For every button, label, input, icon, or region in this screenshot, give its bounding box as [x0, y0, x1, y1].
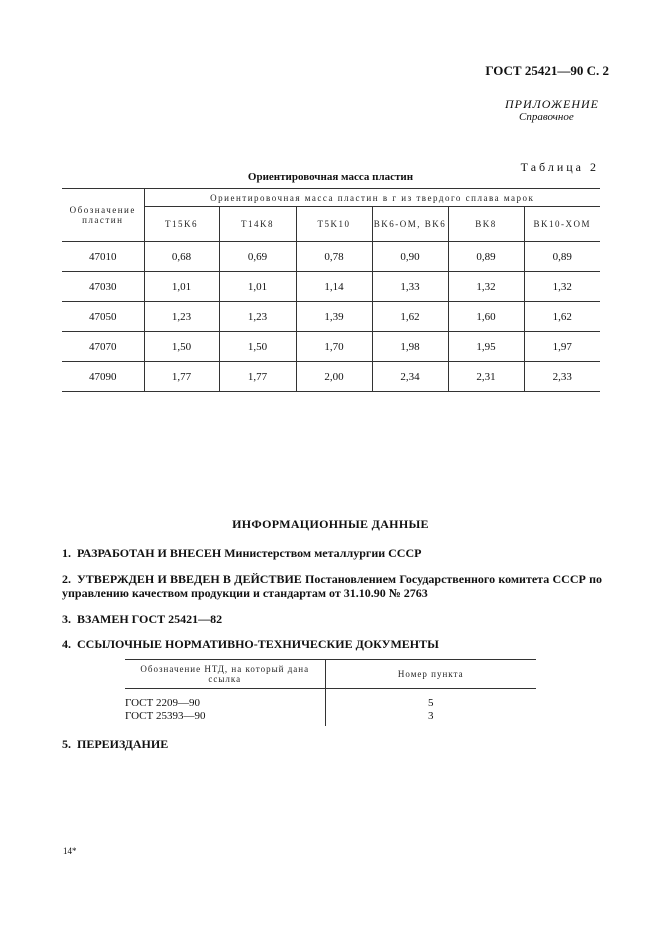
row-id: 47070: [62, 332, 144, 362]
cell-value: 0,89: [524, 242, 600, 272]
item-text: ВЗАМЕН ГОСТ 25421—82: [77, 612, 223, 626]
cell-value: 1,01: [219, 272, 296, 302]
ref-doc: ГОСТ 2209—90: [125, 697, 200, 709]
table-row: [62, 242, 600, 272]
col-header: T14K8: [219, 207, 296, 242]
table-label: Таблица 2: [520, 160, 599, 174]
info-item: [62, 737, 168, 752]
cell-value: 0,69: [219, 242, 296, 272]
item-number: 1.: [62, 546, 71, 560]
ref-clause: 3: [325, 710, 536, 726]
table-row: [62, 272, 600, 302]
item-text: УТВЕРЖДЕН И ВВЕДЕН В ДЕЙСТВИЕ Постановлением Государственного комитета СССР по управлению качеством продукции и стандартам от 31.10.90 № 2763: [62, 572, 602, 600]
col-header: BK8: [448, 207, 524, 242]
table-row: [125, 689, 536, 711]
mass-table: [62, 188, 600, 392]
cell-value: 1,62: [372, 302, 448, 332]
ref-clause: 5: [325, 689, 536, 711]
cell-value: 0,89: [448, 242, 524, 272]
row-id: 47090: [62, 362, 144, 392]
info-item: [62, 612, 222, 627]
table-row: [62, 332, 600, 362]
group-header: Ориентировочная масса пластин в г из твердого сплава марок: [144, 189, 600, 207]
row-id: 47050: [62, 302, 144, 332]
col-header: BK10-XOM: [524, 207, 600, 242]
cell-value: 2,34: [372, 362, 448, 392]
col-header: BK6-OM, BK6: [372, 207, 448, 242]
item-number: 4.: [62, 637, 71, 651]
cell-value: 1,33: [372, 272, 448, 302]
row-id: 47030: [62, 272, 144, 302]
appendix-subtitle: Справочное: [519, 111, 574, 123]
col-designation: Обозначение пластин: [62, 189, 144, 242]
cell-value: 1,62: [524, 302, 600, 332]
cell-value: 2,31: [448, 362, 524, 392]
appendix-title: ПРИЛОЖЕНИЕ: [505, 97, 599, 111]
page-header: ГОСТ 25421—90 С. 2: [485, 63, 609, 78]
col-header: T15K6: [144, 207, 219, 242]
col-header: T5K10: [296, 207, 372, 242]
cell-value: 0,68: [144, 242, 219, 272]
page-footnote: 14*: [63, 846, 77, 856]
ref-col-document: Обозначение НТД, на который дана ссылка: [125, 660, 325, 689]
cell-value: 1,32: [524, 272, 600, 302]
cell-value: 1,01: [144, 272, 219, 302]
cell-value: 1,50: [219, 332, 296, 362]
cell-value: 2,00: [296, 362, 372, 392]
item-text: ПЕРЕИЗДАНИЕ: [77, 737, 169, 751]
cell-value: 0,90: [372, 242, 448, 272]
row-id: 47010: [62, 242, 144, 272]
cell-value: 1,70: [296, 332, 372, 362]
cell-value: 1,50: [144, 332, 219, 362]
cell-value: 1,39: [296, 302, 372, 332]
cell-value: 1,95: [448, 332, 524, 362]
info-title: ИНФОРМАЦИОННЫЕ ДАННЫЕ: [232, 517, 429, 531]
info-item: [62, 572, 602, 600]
cell-value: 1,98: [372, 332, 448, 362]
item-number: 3.: [62, 612, 71, 626]
item-number: 5.: [62, 737, 71, 751]
cell-value: 2,33: [524, 362, 600, 392]
cell-value: 1,23: [144, 302, 219, 332]
cell-value: 1,23: [219, 302, 296, 332]
table-row: [125, 710, 536, 726]
cell-value: 1,97: [524, 332, 600, 362]
ref-doc: ГОСТ 25393—90: [125, 710, 206, 722]
table-title: Ориентировочная масса пластин: [247, 171, 414, 183]
table-row: [62, 302, 600, 332]
item-text: РАЗРАБОТАН И ВНЕСЕН Министерством металлургии СССР: [77, 546, 422, 560]
info-item: [62, 546, 421, 561]
reference-table: [125, 659, 536, 726]
ref-col-clause: Номер пункта: [325, 660, 536, 689]
table-row: [62, 362, 600, 392]
cell-value: 1,60: [448, 302, 524, 332]
cell-value: 1,77: [144, 362, 219, 392]
cell-value: 1,32: [448, 272, 524, 302]
item-number: 2.: [62, 572, 71, 586]
cell-value: 1,14: [296, 272, 372, 302]
item-text: ССЫЛОЧНЫЕ НОРМАТИВНО-ТЕХНИЧЕСКИЕ ДОКУМЕНТЫ: [77, 637, 439, 651]
cell-value: 0,78: [296, 242, 372, 272]
cell-value: 1,77: [219, 362, 296, 392]
info-item: [62, 637, 439, 652]
